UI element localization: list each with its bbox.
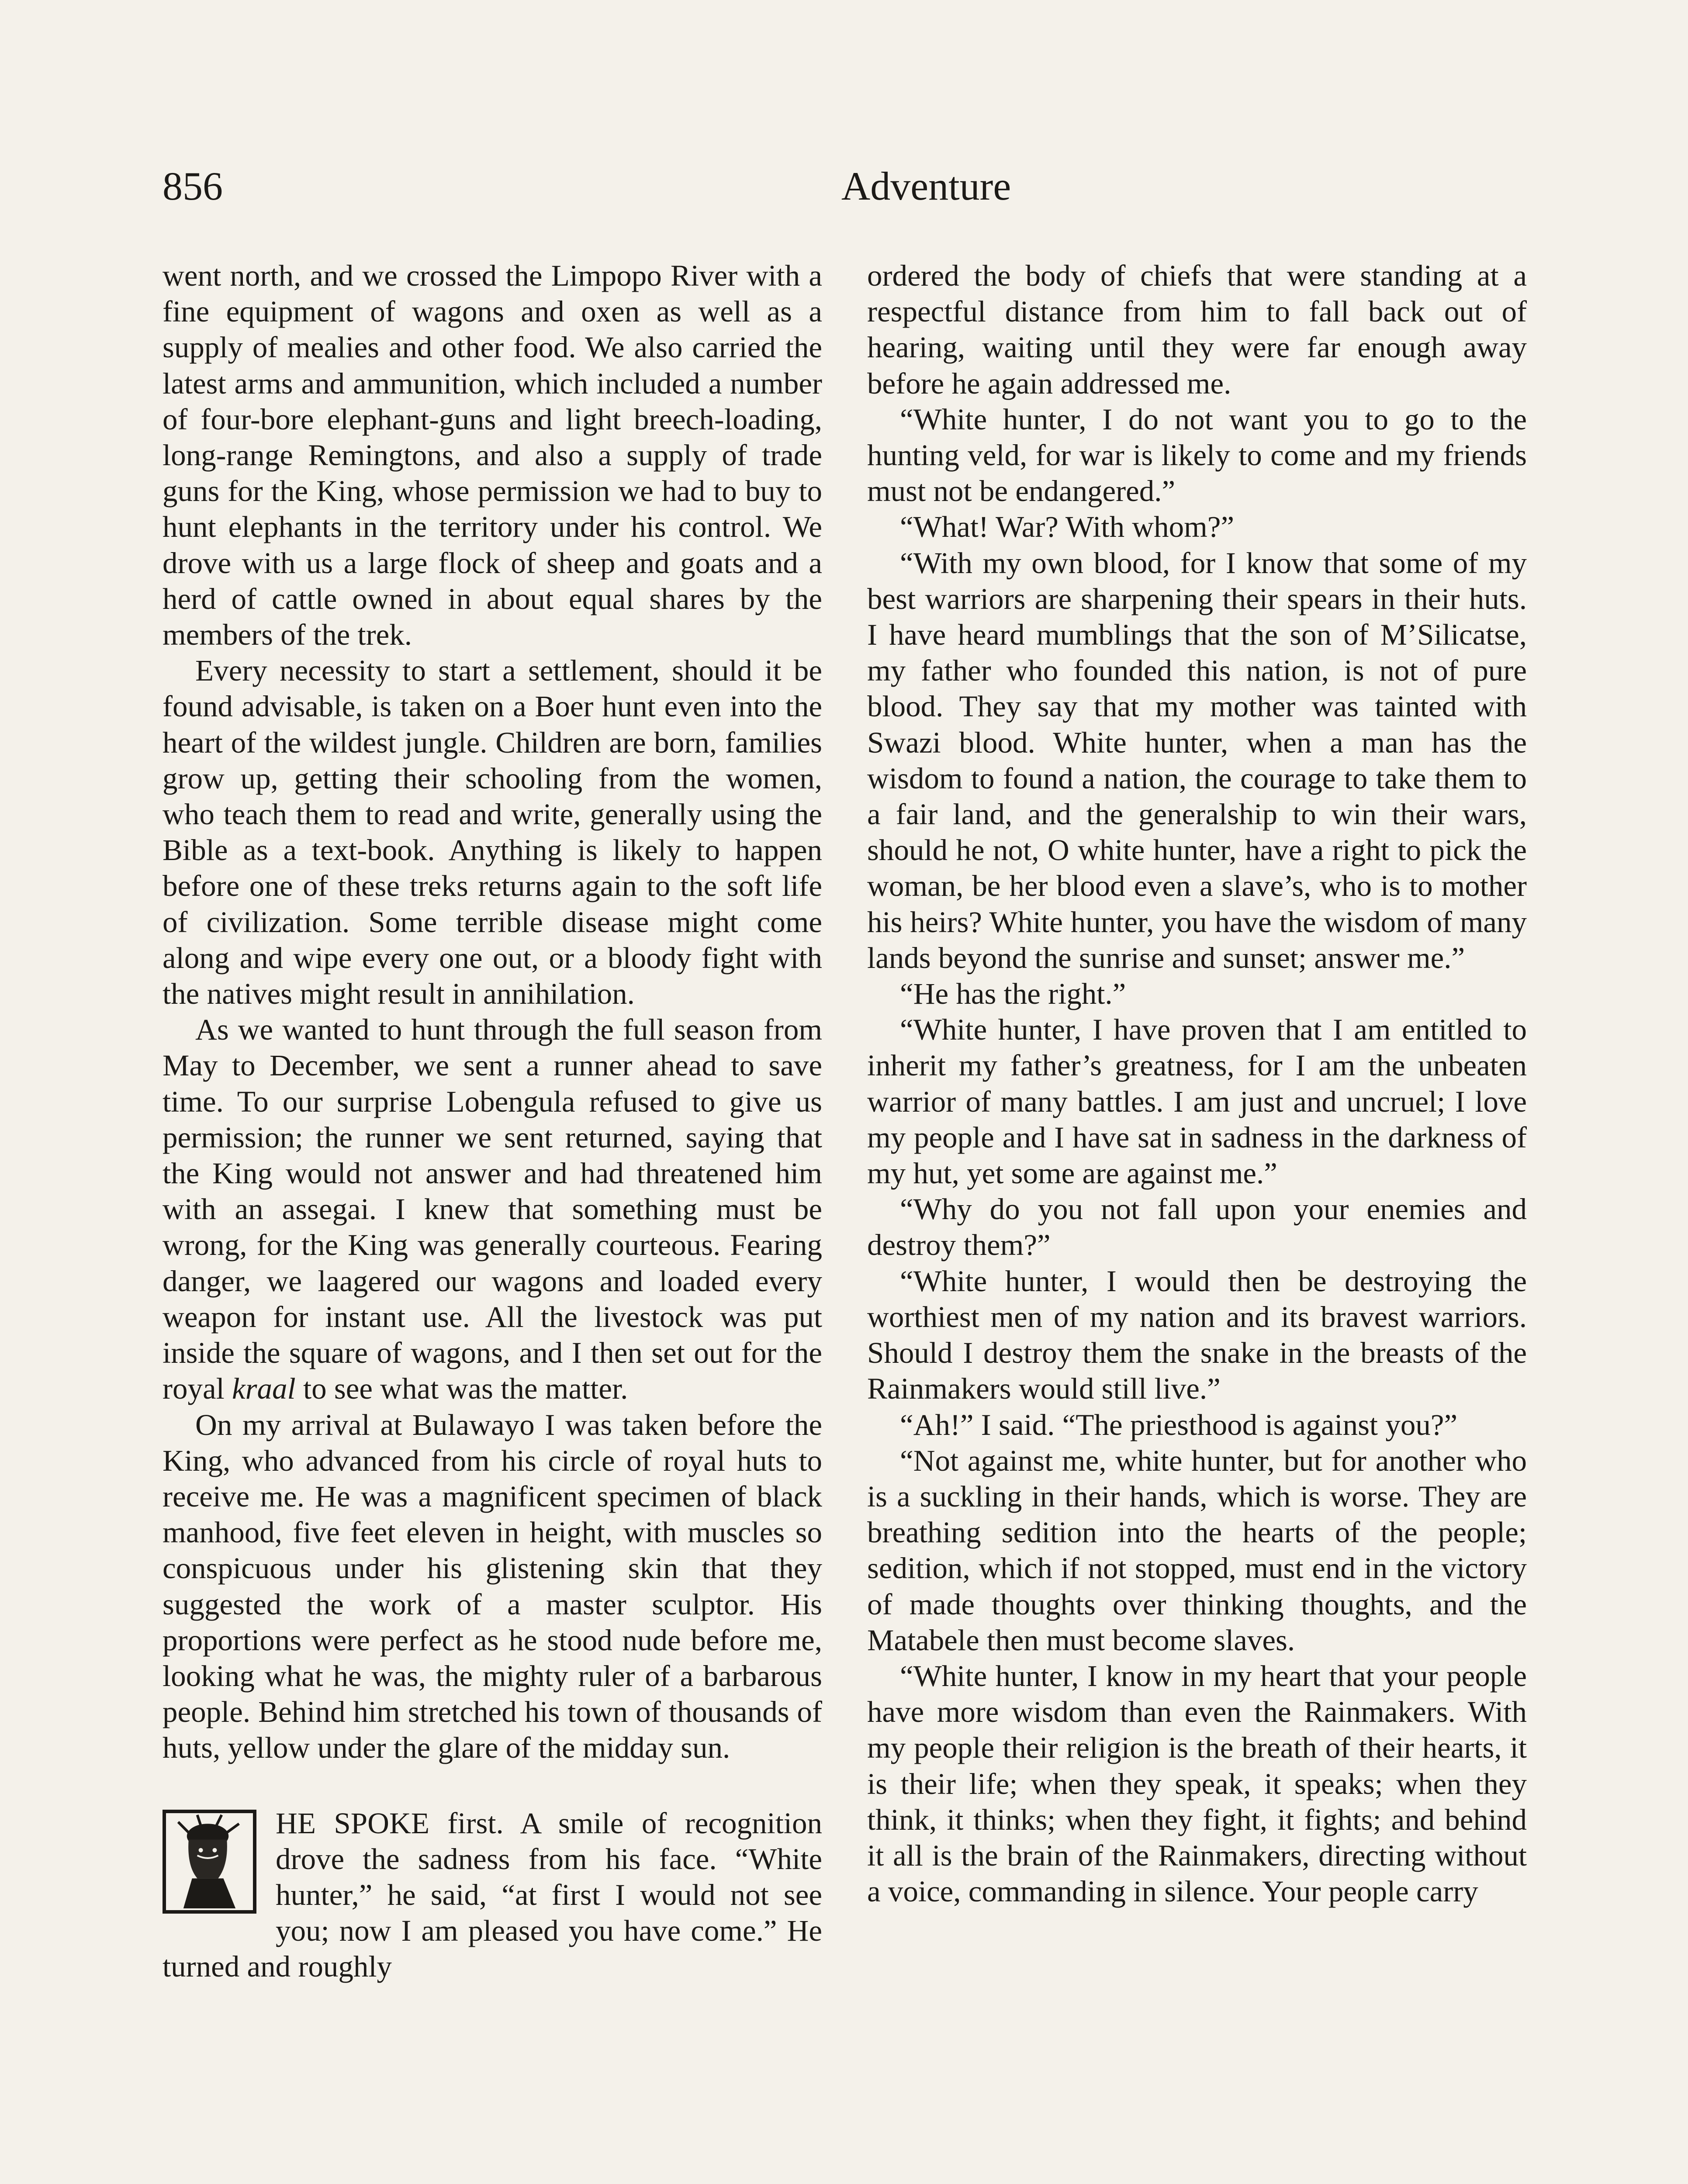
magazine-title: Adventure [841,164,1011,208]
paragraph: “Why do you not fall upon your enemies and destroy them?” [867,1192,1527,1262]
paragraph: went north, and we crossed the Limpopo River with a fine equipment of wagons and oxen as well as a supply of mealies and other food. We also carried the latest arms and ammunition, which included a number of four-bore elephant-guns and light breech-loading, long-range Remingtons, and also a supply of trade guns for the King, whose permission we had to buy to hunt elephants in the territory under his control. We drove with us a large flock of sheep and goats and a herd of cattle owned in about equal shares by the members of the trek. [163,259,822,652]
paragraph: “What! War? With whom?” [900,510,1235,544]
left-column [163,258,822,1985]
paragraph: “White hunter, I have proven that I am entitled to inherit my father’s greatness, for I am the unbeaten warrior of many battles. I am just and uncruel; I love my people and I have sat in sadness in the darkness of my hut, yet some are against me.” [867,1013,1527,1190]
paragraph: ordered the body of chiefs that were standing at a respectful distance from him to fall back out of hearing, waiting until they were far enough away before he again addressed me. [867,259,1527,400]
italic-word: kraal [232,1372,296,1406]
warrior-head-illustration-icon [163,1810,256,1914]
right-column [867,258,1527,1909]
paragraph: “Ah!” I said. “The priesthood is against you?” [900,1408,1458,1441]
paragraph: On my arrival at Bulawayo I was taken before the King, who advanced from his circle of royal huts to receive me. He was a magnificent specimen of black manhood, five feet eleven in height, with muscles so conspicuous under his glistening skin that they suggested the work of a master sculptor. His proportions were perfect as he stood nude before me, looking what he was, the mighty ruler of a barbarous people. Behind him stretched his town of thousands of huts, yellow under the glare of the midday sun. [163,1408,822,1765]
paragraph: HE SPOKE first. A smile of recognition drove the sadness from his face. “White hunter,” he said, “at first I would not see you; now I am pleased you have come.” He turned and roughly [163,1806,822,1984]
paragraph: “He has the right.” [900,977,1126,1011]
paragraph: Every necessity to start a settlement, should it be found advisable, is taken on a Boer hunt even into the heart of the wildest jungle. Children are born, families grow up, getting their schooling from the women, who teach them to read and write, generally using the Bible as a text-book. Anything is likely to happen before one of these treks returns again to the soft life of civilization. Some terrible disease might come along and wipe every one out, or a bloody fight with the natives might result in annihilation. [163,654,822,1011]
page-number: 856 [163,164,223,208]
section-opening [163,1805,822,1985]
paragraph-text: As we wanted to hunt through the full season from May to December, we sent a runner ahead to save time. To our surprise Lobengula refused to give us permission; the runner we sent returned, saying that the King would not answer and had threatened him with an assegai. I knew that something must be wrong, for the King was generally courteous. Fearing danger, we laagered our wagons and loaded every weapon for instant use. All the livestock was put inside the square of wagons, and I then set out for the royal [163,1013,822,1406]
paragraph: “White hunter, I do not want you to go to the hunting veld, for war is likely to come and my friends must not be endangered.” [867,402,1527,508]
paragraph-text: to see what was the matter. [295,1372,628,1406]
paragraph [163,1012,822,1406]
paragraph: “White hunter, I would then be destroying the worthiest men of my nation and its bravest warriors. Should I destroy them the snake in the breasts of the Rainmakers would still live.” [867,1264,1527,1406]
paragraph: “With my own blood, for I know that some of my best warriors are sharpening their spears in their huts. I have heard mumblings that the son of M’Silicatse, my father who founded this nation, is not of pure blood. They say that my mother was tainted with Swazi blood. White hunter, when a man has the wisdom to found a nation, the courage to take them to a fair land, and the generalship to win their wars, should he not, O white hunter, have a right to pick the woman, be her blood even a slave’s, who is to mother his heirs? White hunter, you have the wisdom of many lands beyond the sunrise and sunset; answer me.” [867,546,1527,975]
paragraph: “Not against me, white hunter, but for another who is a suckling in their hands, which is worse. They are breathing sedition into the hearts of the people; sedition, which if not stopped, must end in the victory of made thoughts over thinking thoughts, and the Matabele then must become slaves. [867,1444,1527,1657]
paragraph: “White hunter, I know in my heart that your people have more wisdom than even the Rainmakers. With my people their religion is the breath of their hearts, it is their life; when they speak, it speaks; when they think, it thinks; when they fight, it fights; and behind it all is the brain of the Rainmakers, directing without a voice, commanding in silence. Your people carry [867,1659,1527,1908]
